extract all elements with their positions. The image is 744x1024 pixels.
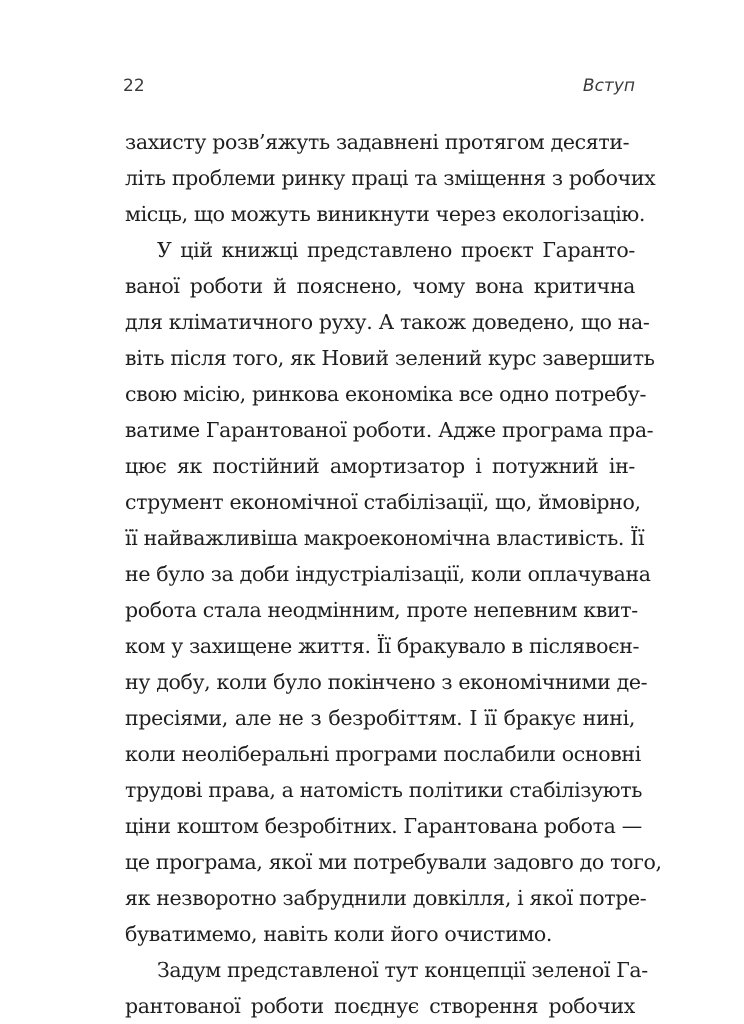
text-line: пресіями, але не з безробіттям. І її бракує нині, [125, 706, 635, 730]
text-line: захисту розв’яжуть задавнені протягом десяти- [125, 130, 630, 154]
text-line: струмент економічної стабілізації, що, ймовірно, [125, 490, 641, 514]
text-line: робота стала неодмінним, проте непевним квит- [125, 598, 638, 622]
text-line: це програма, якої ми потребували задовго до того, [125, 850, 662, 874]
text-line: ком у захищене життя. Її бракувало в післявоєн- [125, 634, 640, 658]
page-number: 22 [123, 76, 145, 96]
text-line: її найважливіша макроекономічна властивість. Її [125, 526, 645, 550]
paragraph-end-line: буватимемо, навіть коли його очистимо. [125, 922, 553, 946]
text-line: не було за доби індустріалізації, коли оплачувана [125, 562, 651, 586]
text-line: свою місію, ринкова економіка все одно потребу- [125, 382, 647, 406]
text-line: цює як постійний амортизатор і потужний ін- [125, 454, 635, 478]
text-line: коли неоліберальні програми послабили основні [125, 742, 641, 766]
paragraph-start-line: У цій книжці представлено проєкт Гаранто- [157, 238, 635, 262]
text-line: для кліматичного руху. А також доведено, що на- [125, 310, 650, 334]
body-text [125, 124, 662, 1024]
text-line: як незворотно забруднили довкілля, і якої потре- [125, 886, 647, 910]
text-line: літь проблеми ринку праці та зміщення з робочих [125, 166, 656, 190]
paragraph-start-line: Задум представленої тут концепції зеленої Га- [157, 958, 648, 982]
text-line: рантованої роботи поєднує створення робочих [125, 994, 635, 1018]
text-line: трудові права, а натомість політики стабілізують [125, 778, 643, 802]
paragraph-end-line: місць, що можуть виникнути через екологізацію. [125, 202, 646, 226]
running-head [123, 76, 635, 100]
text-line: ну добу, коли було покінчено з економічними де- [125, 670, 648, 694]
text-line: віть після того, як Новий зелений курс завершить [125, 346, 655, 370]
text-line: ваної роботи й пояснено, чому вона критична [125, 274, 635, 298]
text-line: ціни коштом безробітних. Гарантована робота — [125, 814, 642, 838]
section-title: Вступ [582, 76, 635, 96]
text-line: ватиме Гарантованої роботи. Адже програма пра- [125, 418, 654, 442]
